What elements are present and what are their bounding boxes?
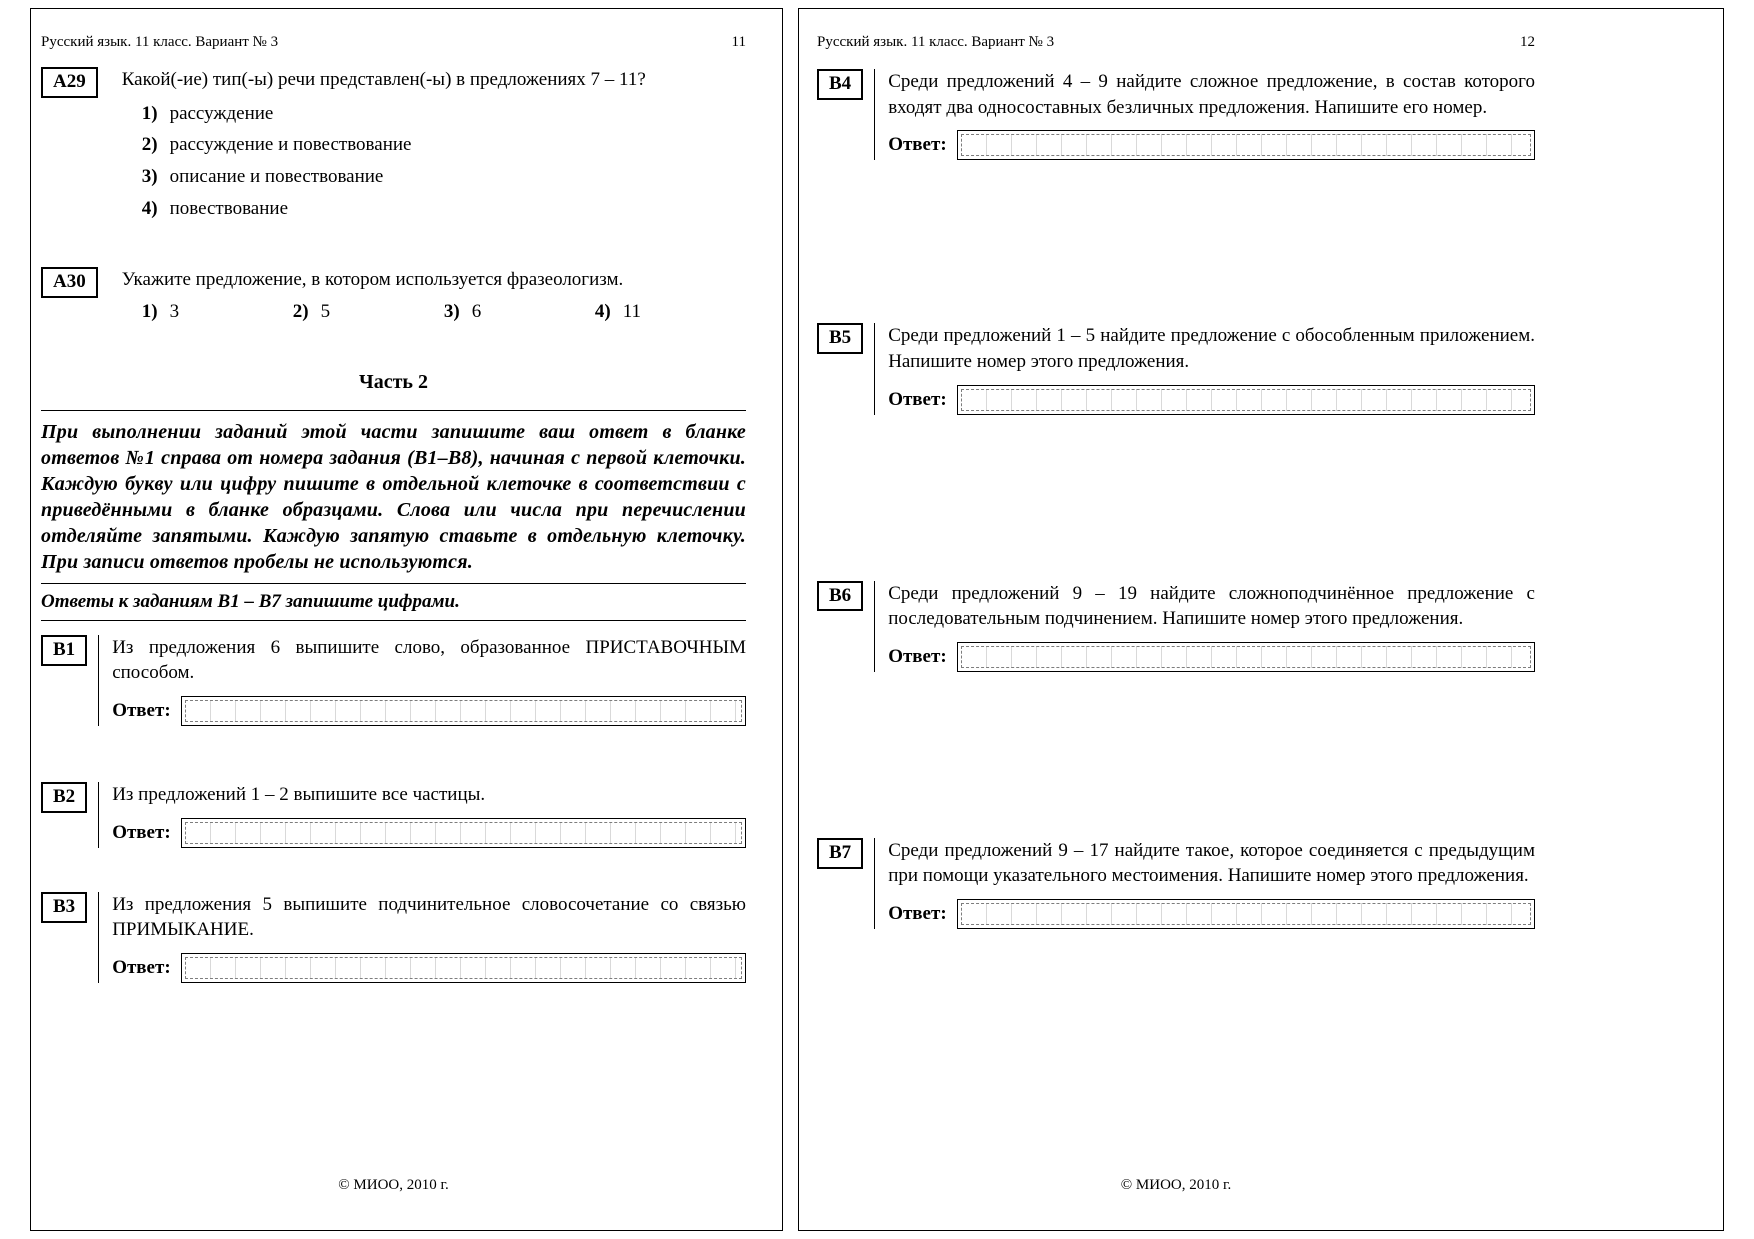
option-number: 3)	[443, 300, 460, 322]
answer-label: Ответ:	[888, 388, 947, 410]
question-b3	[41, 892, 746, 983]
question-b4	[817, 69, 1535, 160]
page-11	[30, 8, 783, 1231]
footer-copyright: © МИОО, 2010 г.	[1120, 1177, 1232, 1193]
answer-label: Ответ:	[112, 700, 171, 722]
answer-row	[112, 818, 746, 848]
option-number: 2)	[141, 134, 158, 156]
option-text: 5	[320, 300, 331, 322]
answer-label: Ответ:	[112, 957, 171, 979]
answer-input-box[interactable]	[957, 385, 1535, 415]
question-text: Среди предложений 9 – 19 найдите сложноподчинённое предложение с последовательным подчинением. Напишите номер этого предложения.	[888, 582, 1535, 630]
page-12	[798, 8, 1724, 1231]
answers-note: Ответы к заданиям В1 – В7 запишите цифрами.	[41, 590, 460, 612]
options-list	[142, 101, 746, 222]
divider	[41, 620, 746, 621]
answer-row	[888, 385, 1535, 415]
question-text: Укажите предложение, в котором используется фразеологизм.	[121, 269, 624, 291]
option-number: 1)	[141, 300, 158, 322]
divider	[41, 410, 746, 411]
page-header	[41, 33, 746, 51]
answer-row	[888, 130, 1535, 160]
answer-input-box[interactable]	[181, 696, 746, 726]
option-text: рассуждение и повествование	[169, 134, 412, 156]
question-b1	[41, 635, 746, 726]
question-a29	[41, 67, 746, 227]
option-number: 4)	[594, 300, 611, 322]
option-text: 6	[471, 300, 482, 322]
question-body	[98, 635, 746, 726]
question-text: Из предложений 1 – 2 выпишите все частицы.	[112, 784, 486, 806]
answer-cells	[961, 903, 1531, 925]
option-text: повествование	[169, 197, 288, 219]
answer-cells	[185, 700, 742, 722]
question-body	[874, 838, 1535, 929]
answer-cells	[185, 822, 742, 844]
answer-input-box[interactable]	[181, 953, 746, 983]
question-text: Какой(-ие) тип(-ы) речи представлен(-ы) в предложениях 7 – 11?	[121, 69, 646, 90]
question-body	[109, 67, 746, 227]
option-number: 3)	[141, 165, 158, 187]
question-a30	[41, 267, 746, 323]
answer-label: Ответ:	[888, 903, 947, 925]
question-b2	[41, 782, 746, 848]
option-number: 4)	[141, 197, 158, 219]
question-body	[874, 581, 1535, 672]
option-text: 3	[169, 300, 180, 322]
question-body	[874, 69, 1535, 160]
page-number: 12	[1520, 34, 1535, 50]
question-text: Из предложения 5 выпишите подчинительное словосочетание со связью ПРИМЫКАНИЕ.	[112, 893, 746, 941]
question-b6	[817, 581, 1535, 672]
page-number: 11	[731, 34, 746, 50]
footer-copyright: © МИОО, 2010 г.	[338, 1177, 449, 1193]
question-body	[98, 892, 746, 983]
answer-label: Ответ:	[888, 645, 947, 667]
question-number-box-a30: А30	[41, 267, 98, 298]
running-title: Русский язык. 11 класс. Вариант № 3	[817, 34, 1055, 50]
answer-cells	[961, 134, 1531, 156]
question-body	[98, 782, 746, 848]
option-text: рассуждение	[169, 102, 274, 124]
answer-label: Ответ:	[888, 134, 947, 156]
question-text: Среди предложений 1 – 5 найдите предложение с обособленным приложением. Напишите номер этого предложения.	[888, 325, 1535, 372]
answer-cells	[961, 389, 1531, 411]
option-number: 1)	[141, 102, 158, 124]
option	[142, 132, 746, 158]
option-text: описание и повествование	[169, 165, 384, 187]
running-title: Русский язык. 11 класс. Вариант № 3	[41, 34, 279, 50]
question-number-box-b2: В2	[41, 782, 87, 813]
question-body	[874, 323, 1535, 414]
option	[595, 301, 746, 323]
option	[142, 196, 746, 222]
option	[444, 301, 595, 323]
option-number: 2)	[292, 300, 309, 322]
question-number-box-a29: А29	[41, 67, 98, 98]
question-b5	[817, 323, 1535, 414]
options-row	[142, 301, 746, 323]
option-text: 11	[622, 300, 642, 322]
answer-row	[888, 899, 1535, 929]
answer-row	[112, 696, 746, 726]
question-number-box-b6: В6	[817, 581, 863, 612]
option	[142, 301, 293, 323]
answer-input-box[interactable]	[957, 130, 1535, 160]
divider	[41, 583, 746, 584]
answer-input-box[interactable]	[181, 818, 746, 848]
option	[142, 101, 746, 127]
answer-cells	[185, 957, 742, 979]
question-number-box-b3: В3	[41, 892, 87, 923]
answer-label: Ответ:	[112, 821, 171, 843]
page-header	[817, 33, 1535, 51]
option	[142, 164, 746, 190]
answer-input-box[interactable]	[957, 899, 1535, 929]
answer-input-box[interactable]	[957, 642, 1535, 672]
question-text: Из предложения 6 выпишите слово, образованное ПРИСТАВОЧНЫМ способом.	[112, 636, 746, 684]
question-body	[109, 267, 746, 323]
answer-cells	[961, 646, 1531, 668]
instructions-text: При выполнении заданий этой части запишите ваш ответ в бланке ответов №1 справа от номера задания (В1–В8), начиная с первой клеточки. Каждую букву или цифру пишите в отдельной клеточке в соответствии с приведёнными в бланке образцами. Слова или числа при перечислении отделяйте запятыми. Каждую запятую ставьте в отдельную клеточку. При записи ответов пробелы не используются.	[41, 420, 746, 573]
question-number-box-b7: В7	[817, 838, 863, 869]
question-number-box-b4: В4	[817, 69, 863, 100]
question-text: Среди предложений 9 – 17 найдите такое, которое соединяется с предыдущим при помощи указательного местоимения. Напишите номер этого предложения.	[888, 839, 1535, 887]
question-number-box-b1: В1	[41, 635, 87, 666]
question-number-box-b5: В5	[817, 323, 863, 354]
part2-heading: Часть 2	[359, 370, 428, 393]
question-text: Среди предложений 4 – 9 найдите сложное предложение, в состав которого входят два односоставных безличных предложения. Напишите его номер.	[888, 71, 1535, 118]
option	[293, 301, 444, 323]
answer-row	[112, 953, 746, 983]
answer-row	[888, 642, 1535, 672]
question-b7	[817, 838, 1535, 929]
